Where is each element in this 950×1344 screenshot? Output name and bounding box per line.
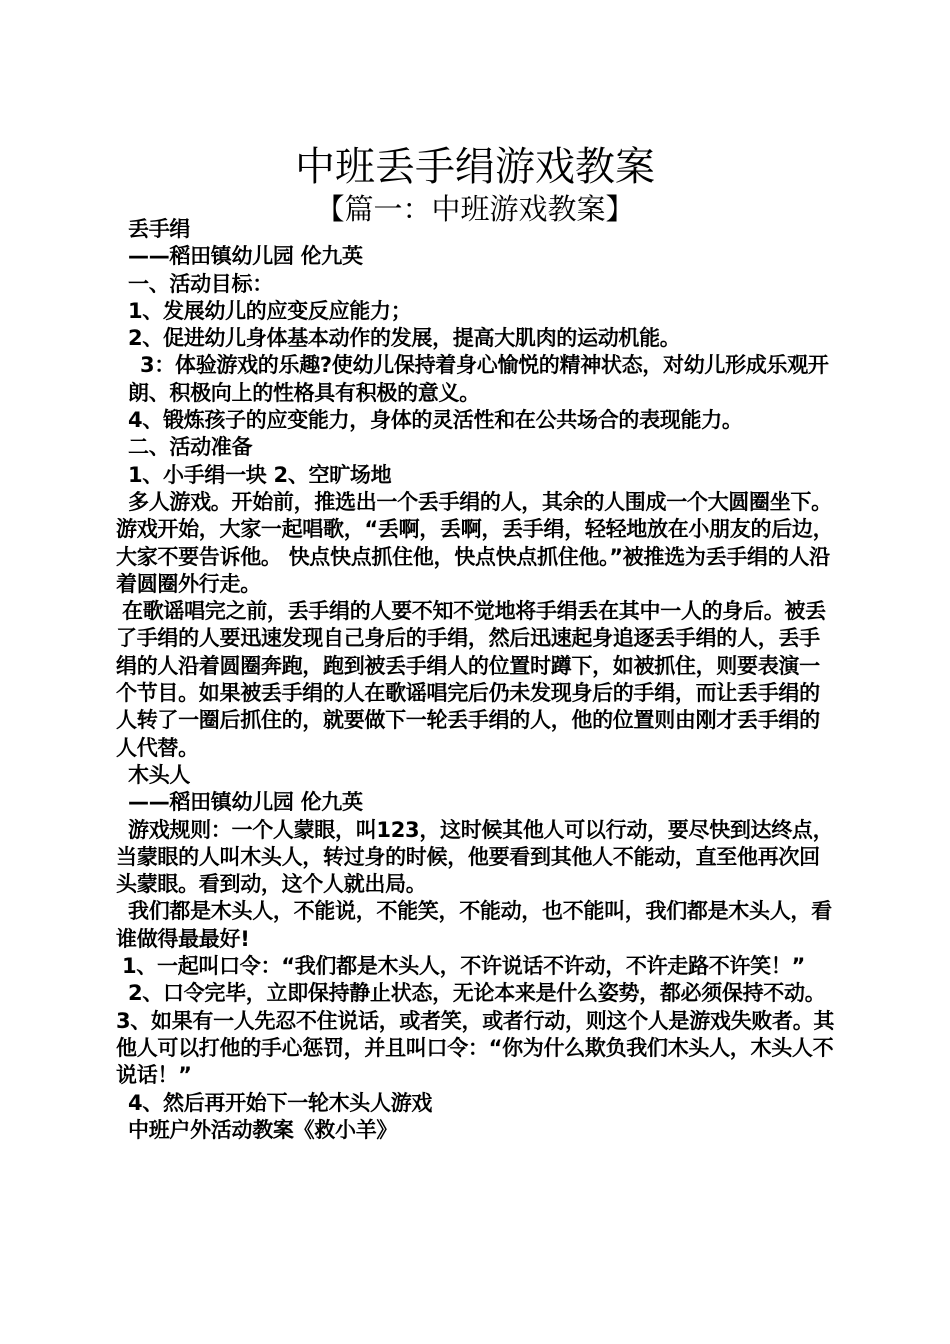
mutouren-rules-paragraph: 游戏规则：一个人蒙眼，叫123，这时候其他人可以行动，要尽快到达终点，当蒙眼的人叫木头人，转过身的时候，他要看到其他人不能动，直至他再次回头蒙眼。看到动，这个人就出局。 [116,817,834,897]
goal-item-3: 3：体验游戏的乐趣?使幼儿保持着身心愉悦的精神状态，对幼儿形成乐观开朗、积极向上的性格具有积极的意义。 [128,353,829,405]
goal-item-1: 1、发展幼儿的应变反应能力； [128,298,412,323]
game-description-paragraph: 多人游戏。开始前，推选出一个丢手绢的人，其余的人围成一个大圆圈坐下。游戏开始，大家一起唱歌，“丢啊，丢啊，丢手绢，轻轻地放在小朋友的后边，大家不要告诉他。 快点快点抓住他，快点快点抓住他。”被推选为丢手绢的人沿着圆圈外行走。 [116,489,834,596]
heading-activity-prep: 二、活动准备 [128,435,253,460]
author-line: ——稻田镇幼儿园 伦九英 [128,244,363,269]
section-heading-mutouren: 木头人 [128,762,191,787]
document-title: 中班丢手绢游戏教案 [295,143,655,190]
goal-item-4: 4、锻炼孩子的应变能力，身体的灵活性和在公共场合的表现能力。 [128,408,743,433]
prep-items: 1、小手绢一块 2、空旷场地 [128,462,392,487]
goal-item-2: 2、促进幼儿身体基本动作的发展，提高大肌肉的运动机能。 [128,326,681,351]
heading-activity-goals: 一、活动目标： [128,271,273,296]
next-section-heading: 中班户外活动教案《救小羊》 [128,1117,398,1142]
game-rules-paragraph: 在歌谣唱完之前，丢手绢的人要不知不觉地将手绢丢在其中一人的身后。被丢了手绢的人要迅速发现自己身后的手绢，然后迅速起身追逐丢手绢的人，丢手绢的人沿着圆圈奔跑，跑到被丢手绢人的位置时蹲下，如被抓住，则要表演一个节目。如果被丢手绢的人在歌谣唱完后仍未发现身后的手绢，而让丢手绢的人转了一圈后抓住的，就要做下一轮丢手绢的人，他的位置则由刚才丢手绢的人代替。 [116,599,826,760]
section-heading-diu-shoujuan: 丢手绢 [128,217,191,241]
document-body [116,216,838,1144]
mutouren-step-2: 2、口令完毕，立即保持静止状态，无论本来是什么姿势，都必须保持不动。 [128,981,826,1006]
document-subtitle: 【篇一：中班游戏教案】 [315,192,635,227]
mutouren-step-4: 4、然后再开始下一轮木头人游戏 [128,1090,433,1115]
mutouren-step-3: 3、如果有一人先忍不住说话，或者笑，或者行动，则这个人是游戏失败者。其他人可以打他的手心惩罚，并且叫口令：“你为什么欺负我们木头人，木头人不说话！” [116,1008,835,1088]
author-line-2: ——稻田镇幼儿园 伦九英 [128,790,363,815]
mutouren-step-1: 1、一起叫口令：“我们都是木头人，不许说话不许动，不许走路不许笑！” [122,954,806,979]
mutouren-chant-paragraph: 我们都是木头人，不能说，不能笑，不能动，也不能叫，我们都是木头人，看谁做得最最好! [116,899,832,951]
